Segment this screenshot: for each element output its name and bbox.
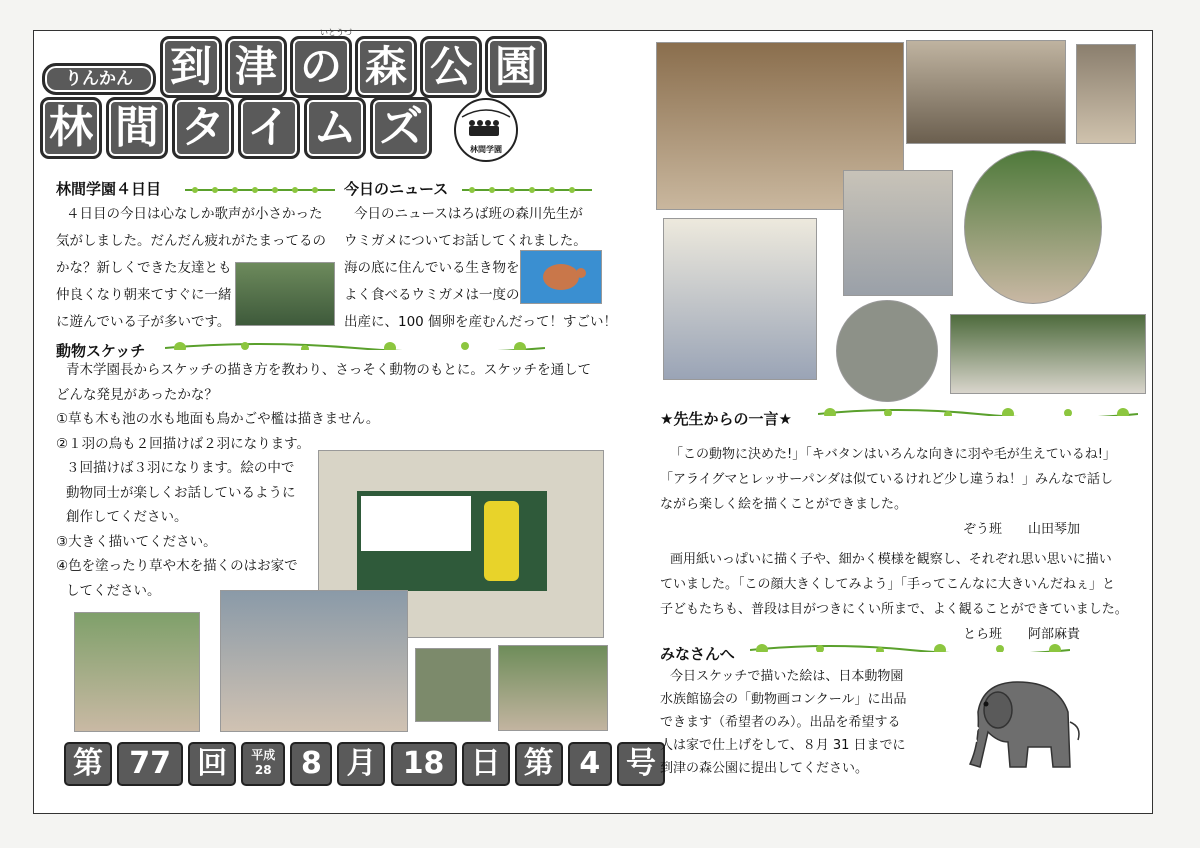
photo-elephant [836,300,938,402]
elephant-illustration [958,672,1090,782]
title-ruby: いとうづ [320,28,352,37]
era-year: 28 [254,763,272,777]
notice-body: 今日スケッチで描いた絵は、日本動物園 水族館協会の「動物画コンクール」に出品 できます（希望者のみ）。出品を希望する 人は家で仕上げをして、８月 31 日までに 到津の森公園に提出してください。 [660,669,907,776]
logo-label: 林間学園 [470,145,502,154]
vine-divider [750,642,1070,652]
photo-boy-at-board [663,218,817,380]
subtitle-char: 間 [106,97,168,159]
title-char: 公 [420,36,482,98]
title-char: 到 [160,36,222,98]
issue-tile [241,742,285,786]
section-news-heading: 今日のニュース [344,180,449,198]
newsletter-title [40,97,432,159]
era-label: 平成 [251,748,276,762]
signature-zou: ぞう班 山田琴加 [962,522,1080,537]
photo-class-sketches [950,314,1146,394]
photo-monkey [1076,44,1136,144]
title-char: 園 [485,36,547,98]
photo-boy-paper [498,645,608,731]
turtle-icon [521,251,601,303]
subtitle-char: タ [172,97,234,159]
photo-kid-holding-sketch [843,170,953,296]
issue-tile: 8 [290,742,332,786]
teacher-comment-body: 「この動物に決めた!」「キバタンはいろんな向きに羽や毛が生えているね!」 「アライグマとレッサーパンダは似ているけれど少し違うね！」みんなで話し ながら楽しく絵を描くことができました。 ぞう班 山田琴加 画用紙いっぱいに描く子や、細かく模様を観察し、それぞれ思い思いに描い ていました。「この顔大きくしてみよう」「手ってこんなに大きいんだねぇ」と 子どもたちも、普段は目がつきにくい所まで、よく観ることができていました。 とら班 阿部麻貴 [660,442,1140,647]
notice-heading: みなさんへ [660,645,735,663]
title-char: 津 [225,36,287,98]
photo-kids-sketching [906,40,1066,144]
teacher-comment-heading: ★先生からの一言★ [660,410,792,428]
subtitle-char: 林 [40,97,102,159]
children-group-icon [458,103,514,141]
title-char: の [290,36,352,98]
vine-divider [185,185,335,195]
issue-tile: 4 [568,742,612,786]
signature-tora: とら班 阿部麻貴 [962,627,1080,642]
issue-tile: 日 [462,742,510,786]
section-sketch-body: 青木学園長からスケッチの描き方を教わり、さっそく動物のもとに。スケッチを通して どんな発見があったかな？ ①草も木も池の水も地面も鳥かごや檻は描きません。 ②１羽の鳥も２回描けば２羽になります。 ３回描けば３羽になります。絵の中で 動物同士が楽しくお話しているように 創作してください。 ③大きく描いてください。 ④色を塗ったり草や木を描くのはお家で してください。 [56,362,592,599]
school-logo [454,98,518,162]
vine-divider [818,406,1138,416]
park-title [160,36,547,98]
issue-tile: 月 [337,742,385,786]
issue-number-bar [64,742,665,786]
vine-divider [462,185,592,195]
issue-tile: 第 [515,742,563,786]
issue-tile: 18 [391,742,457,786]
photo-two-girls [74,612,200,732]
photo-children-group [235,262,335,326]
subtitle-char: イ [238,97,300,159]
issue-tile: 第 [64,742,112,786]
section-day4-body: ４日目の今日は心なしか歌声が小さかった 気がしました。だんだん疲れがたまってるの かな？新しくできた友達とも 仲良くなり朝来てすぐに一緒 に遊んでいる子が多いです。 [56,206,326,330]
issue-tile: 77 [117,742,183,786]
section-news-body: 今日のニュースはろば班の森川先生が ウミガメについてお話してくれました。 海の底に住んでいる生き物を よく食べるウミガメは一度の 出産に、100 個卵を産むんだって！すごい！ [344,206,618,330]
rinkan-furigana-badge: りんかん [42,63,156,95]
subtitle-char: ム [304,97,366,159]
photo-sea-turtle [520,250,602,304]
photo-drawing-boy [415,648,491,722]
section-day4-heading: 林間学園４日目 [56,180,162,198]
photo-boy-smiling [220,590,408,732]
issue-tile: 号 [617,742,665,786]
photo-two-girls-peace [964,150,1102,304]
vine-divider [165,340,545,350]
subtitle-char: ズ [370,97,432,159]
title-char: 森 [355,36,417,98]
section-sketch-heading: 動物スケッチ [56,342,146,360]
issue-tile: 回 [188,742,236,786]
